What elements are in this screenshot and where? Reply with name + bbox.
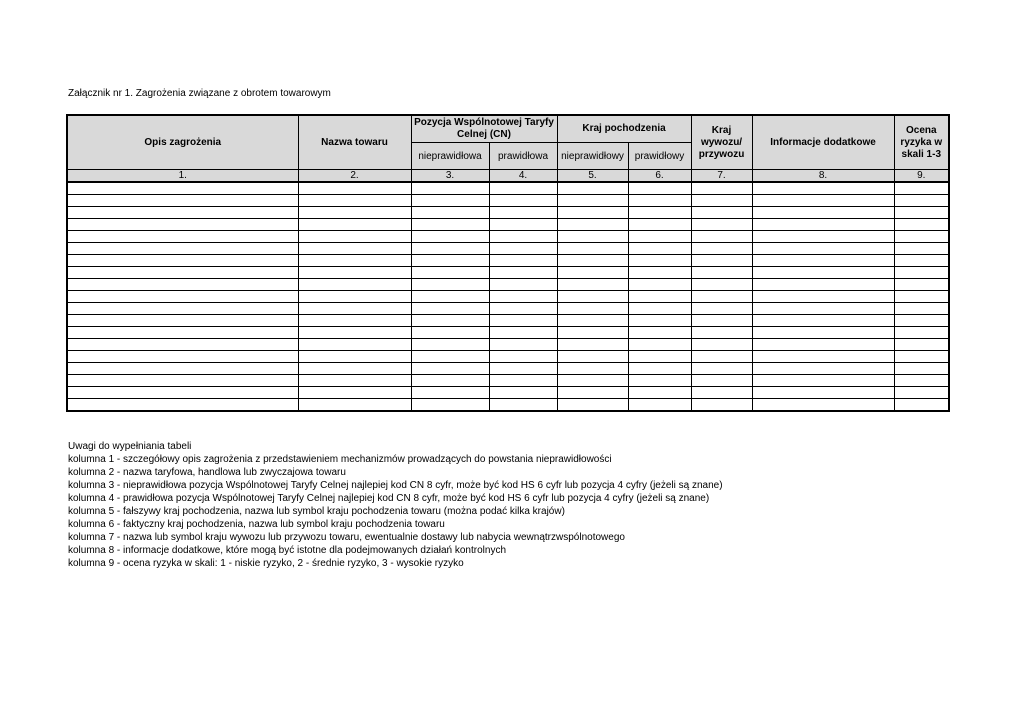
table-row	[67, 279, 949, 291]
table-cell	[752, 315, 894, 327]
notes-section	[68, 440, 723, 570]
table-cell	[67, 375, 298, 387]
table-row	[67, 327, 949, 339]
table-cell	[298, 291, 411, 303]
table-cell	[411, 207, 489, 219]
table-cell	[894, 207, 949, 219]
table-cell	[628, 182, 691, 195]
column-number: 1.	[67, 170, 298, 183]
risk-table	[66, 114, 950, 412]
table-cell	[691, 315, 752, 327]
table-cell	[557, 351, 628, 363]
table-cell	[752, 243, 894, 255]
table-cell	[298, 339, 411, 351]
table-cell	[894, 351, 949, 363]
table-cell	[894, 315, 949, 327]
table-cell	[628, 303, 691, 315]
table-cell	[489, 279, 557, 291]
note-line: kolumna 6 - faktyczny kraj pochodzenia, nazwa lub symbol kraju pochodzenia towaru	[68, 519, 445, 530]
table-cell	[752, 279, 894, 291]
table-cell	[298, 243, 411, 255]
table-cell	[67, 255, 298, 267]
note-line: kolumna 9 - ocena ryzyka w skali: 1 - niskie ryzyko, 2 - średnie ryzyko, 3 - wysokie ryzyko	[68, 558, 464, 569]
table-cell	[489, 327, 557, 339]
table-cell	[489, 255, 557, 267]
notes-heading: Uwagi do wypełniania tabeli	[68, 441, 192, 452]
table-cell	[628, 291, 691, 303]
table-row	[67, 315, 949, 327]
table-cell	[411, 327, 489, 339]
table-cell	[489, 375, 557, 387]
table-cell	[894, 399, 949, 412]
table-cell	[894, 195, 949, 207]
table-cell	[557, 363, 628, 375]
table-row	[67, 339, 949, 351]
table-cell	[628, 315, 691, 327]
table-cell	[67, 327, 298, 339]
table-cell	[557, 291, 628, 303]
table-cell	[752, 363, 894, 375]
table-cell	[557, 231, 628, 243]
table-cell	[628, 399, 691, 412]
header-kraj-pochodzenia: Kraj pochodzenia	[557, 115, 691, 143]
table-cell	[489, 267, 557, 279]
table-cell	[691, 182, 752, 195]
table-row	[67, 207, 949, 219]
table-cell	[894, 231, 949, 243]
table-cell	[894, 375, 949, 387]
table-cell	[411, 303, 489, 315]
table-cell	[628, 387, 691, 399]
table-cell	[411, 243, 489, 255]
table-row	[67, 375, 949, 387]
table-cell	[489, 303, 557, 315]
table-row	[67, 243, 949, 255]
table-cell	[752, 231, 894, 243]
table-cell	[628, 195, 691, 207]
table-cell	[411, 219, 489, 231]
table-cell	[411, 315, 489, 327]
table-cell	[628, 363, 691, 375]
column-number: 8.	[752, 170, 894, 183]
table-cell	[691, 375, 752, 387]
table-cell	[628, 255, 691, 267]
note-line: kolumna 3 - nieprawidłowa pozycja Wspólnotowej Taryfy Celnej najlepiej kod CN 8 cyfr, może być kod HS 6 cyfr lub pozycja 4 cyfry (jeżeli są znane)	[68, 480, 723, 491]
table-cell	[411, 399, 489, 412]
table-cell	[298, 255, 411, 267]
subheader-kraj-prawidlowy: prawidłowy	[628, 143, 691, 170]
table-cell	[557, 399, 628, 412]
note-line: kolumna 5 - fałszywy kraj pochodzenia, nazwa lub symbol kraju pochodzenia towaru (można podać kilka krajów)	[68, 506, 565, 517]
table-cell	[691, 231, 752, 243]
table-cell	[691, 243, 752, 255]
table-cell	[411, 387, 489, 399]
table-cell	[67, 387, 298, 399]
table-cell	[411, 279, 489, 291]
table-cell	[628, 351, 691, 363]
table-cell	[411, 351, 489, 363]
table-cell	[628, 219, 691, 231]
table-cell	[67, 231, 298, 243]
table-cell	[691, 279, 752, 291]
column-number: 5.	[557, 170, 628, 183]
table-cell	[691, 255, 752, 267]
table-cell	[67, 363, 298, 375]
table-cell	[67, 351, 298, 363]
table-row	[67, 231, 949, 243]
table-cell	[489, 243, 557, 255]
table-cell	[628, 339, 691, 351]
table-row	[67, 219, 949, 231]
table-cell	[628, 231, 691, 243]
column-number: 7.	[691, 170, 752, 183]
table-cell	[411, 339, 489, 351]
table-cell	[298, 207, 411, 219]
table-cell	[691, 195, 752, 207]
table-cell	[411, 375, 489, 387]
table-cell	[894, 327, 949, 339]
page-title: Załącznik nr 1. Zagrożenia związane z obrotem towarowym	[68, 88, 331, 99]
table-cell	[489, 339, 557, 351]
header-ocena: Ocena ryzyka w skali 1-3	[894, 115, 949, 170]
table-cell	[557, 255, 628, 267]
table-cell	[752, 219, 894, 231]
table-row	[67, 182, 949, 195]
note-line: kolumna 2 - nazwa taryfowa, handlowa lub zwyczajowa towaru	[68, 467, 346, 478]
table-cell	[752, 303, 894, 315]
table-cell	[411, 182, 489, 195]
subheader-kraj-nieprawidlowy: nieprawidłowy	[557, 143, 628, 170]
table-cell	[298, 315, 411, 327]
table-cell	[894, 339, 949, 351]
table-cell	[489, 387, 557, 399]
table-cell	[557, 327, 628, 339]
table-cell	[489, 351, 557, 363]
table-cell	[67, 195, 298, 207]
table-cell	[557, 195, 628, 207]
table-cell	[411, 255, 489, 267]
subheader-pozycja-nieprawidlowa: nieprawidłowa	[411, 143, 489, 170]
table-row	[67, 267, 949, 279]
table-cell	[298, 231, 411, 243]
table-cell	[489, 219, 557, 231]
note-line: kolumna 8 - informacje dodatkowe, które mogą być istotne dla podejmowanych działań kontrolnych	[68, 545, 507, 556]
table-cell	[411, 363, 489, 375]
table-cell	[691, 351, 752, 363]
table-cell	[298, 327, 411, 339]
table-cell	[298, 363, 411, 375]
header-kraj-wywozu: Kraj wywozu/ przywozu	[691, 115, 752, 170]
table-cell	[628, 279, 691, 291]
note-line: kolumna 4 - prawidłowa pozycja Wspólnotowej Taryfy Celnej najlepiej kod CN 8 cyfr, może być kod HS 6 cyfr lub pozycja 4 cyfry (jeżeli są znane)	[68, 493, 710, 504]
table-cell	[894, 303, 949, 315]
table-cell	[67, 267, 298, 279]
table-cell	[489, 231, 557, 243]
table-cell	[894, 255, 949, 267]
table-cell	[691, 387, 752, 399]
table-cell	[411, 231, 489, 243]
table-cell	[752, 195, 894, 207]
table-row	[67, 399, 949, 412]
table-cell	[298, 219, 411, 231]
table-cell	[691, 363, 752, 375]
table-cell	[557, 387, 628, 399]
table-cell	[557, 279, 628, 291]
table-cell	[894, 279, 949, 291]
table-cell	[691, 207, 752, 219]
table-cell	[67, 339, 298, 351]
table-cell	[557, 375, 628, 387]
subheader-pozycja-prawidlowa: prawidłowa	[489, 143, 557, 170]
column-number: 4.	[489, 170, 557, 183]
table-cell	[67, 303, 298, 315]
table-cell	[752, 207, 894, 219]
table-row	[67, 195, 949, 207]
column-number: 2.	[298, 170, 411, 183]
table-cell	[298, 182, 411, 195]
table-cell	[628, 207, 691, 219]
table-cell	[752, 339, 894, 351]
table-cell	[489, 315, 557, 327]
table-cell	[691, 267, 752, 279]
table-cell	[557, 182, 628, 195]
table-cell	[752, 291, 894, 303]
table-cell	[298, 279, 411, 291]
table-cell	[557, 315, 628, 327]
table-row	[67, 363, 949, 375]
table-cell	[67, 291, 298, 303]
table-cell	[752, 255, 894, 267]
table-cell	[67, 207, 298, 219]
table-cell	[894, 363, 949, 375]
table-cell	[67, 315, 298, 327]
table-cell	[691, 291, 752, 303]
table-cell	[557, 267, 628, 279]
column-number-row	[67, 170, 949, 183]
table-cell	[691, 339, 752, 351]
table-cell	[691, 303, 752, 315]
table-cell	[628, 267, 691, 279]
note-line: kolumna 1 - szczegółowy opis zagrożenia z przedstawieniem mechanizmów prowadzących do powstania nieprawidłowości	[68, 454, 612, 465]
header-opis: Opis zagrożenia	[67, 115, 298, 170]
table-cell	[411, 267, 489, 279]
table-cell	[894, 219, 949, 231]
table-cell	[752, 351, 894, 363]
table-cell	[894, 387, 949, 399]
table-cell	[691, 327, 752, 339]
table-cell	[67, 243, 298, 255]
table-cell	[67, 279, 298, 291]
table-cell	[752, 399, 894, 412]
table-cell	[752, 387, 894, 399]
table-cell	[628, 327, 691, 339]
table-cell	[67, 182, 298, 195]
table-cell	[67, 399, 298, 412]
note-line: kolumna 7 - nazwa lub symbol kraju wywozu lub przywozu towaru, ewentualnie dostawy lub nabycia wewnątrzwspólnotowego	[68, 532, 625, 543]
header-nazwa: Nazwa towaru	[298, 115, 411, 170]
table-cell	[489, 291, 557, 303]
table-cell	[489, 182, 557, 195]
table-cell	[489, 207, 557, 219]
table-cell	[411, 291, 489, 303]
table-cell	[752, 375, 894, 387]
table-cell	[557, 219, 628, 231]
header-informacje: Informacje dodatkowe	[752, 115, 894, 170]
table-cell	[298, 303, 411, 315]
table-body	[67, 182, 949, 411]
table-cell	[298, 399, 411, 412]
table-cell	[557, 207, 628, 219]
table-row	[67, 303, 949, 315]
table-cell	[691, 399, 752, 412]
table-cell	[298, 267, 411, 279]
table-row	[67, 351, 949, 363]
table-cell	[489, 195, 557, 207]
table-cell	[894, 291, 949, 303]
table-cell	[298, 375, 411, 387]
table-cell	[752, 267, 894, 279]
table-cell	[894, 182, 949, 195]
table-cell	[298, 195, 411, 207]
table-row	[67, 291, 949, 303]
table-cell	[557, 303, 628, 315]
table-cell	[411, 195, 489, 207]
table-cell	[894, 243, 949, 255]
table-cell	[628, 375, 691, 387]
table-cell	[628, 243, 691, 255]
table-cell	[489, 363, 557, 375]
table-cell	[557, 243, 628, 255]
column-number: 3.	[411, 170, 489, 183]
table-cell	[894, 267, 949, 279]
column-number: 9.	[894, 170, 949, 183]
header-pozycja: Pozycja Wspólnotowej Taryfy Celnej (CN)	[411, 115, 557, 143]
column-number: 6.	[628, 170, 691, 183]
table-cell	[67, 219, 298, 231]
table-cell	[557, 339, 628, 351]
table-cell	[298, 387, 411, 399]
table-cell	[489, 399, 557, 412]
table-cell	[691, 219, 752, 231]
table-row	[67, 255, 949, 267]
table-cell	[298, 351, 411, 363]
table-cell	[752, 182, 894, 195]
table-cell	[752, 327, 894, 339]
table-row	[67, 387, 949, 399]
